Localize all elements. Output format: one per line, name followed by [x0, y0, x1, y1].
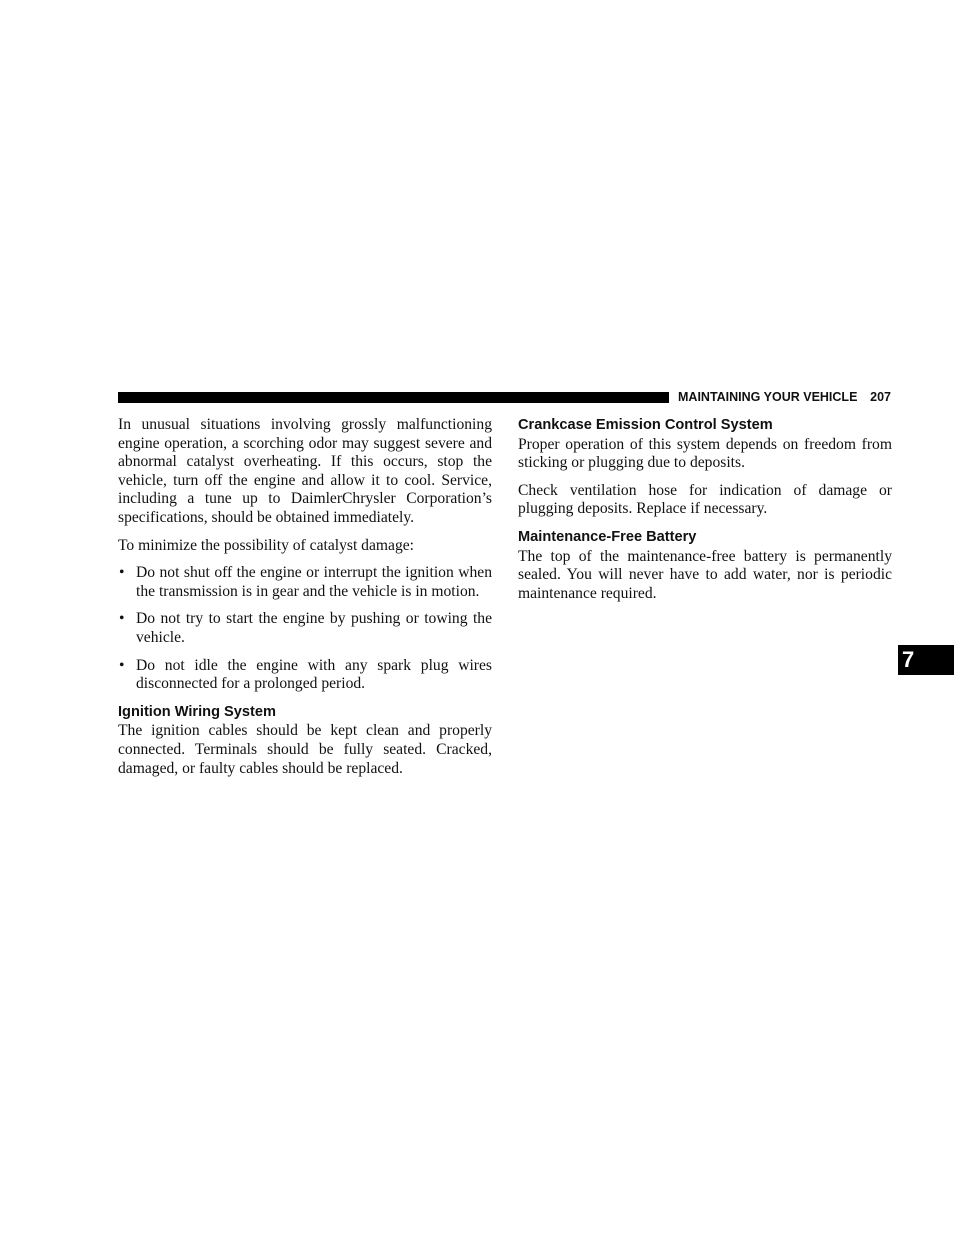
list-item: • Do not idle the engine with any spark plug wires disconnected for a prolonged period.: [119, 656, 492, 693]
ignition-wiring-paragraph: The ignition cables should be kept clean and properly connected. Terminals should be fully seated. Cracked, damaged, or faulty cables should be replaced.: [118, 722, 492, 777]
battery-paragraph: The top of the maintenance-free battery is permanently sealed. You will never have to add water, nor is periodic maintenance required.: [518, 547, 892, 602]
bullet-icon: •: [119, 656, 125, 674]
list-item: • Do not shut off the engine or interrupt the ignition when the transmission is in gear and the vehicle is in motion.: [119, 564, 492, 600]
catalyst-overheating-paragraph: In unusual situations involving grossly malfunctioning engine operation, a scorching odor may suggest severe and abnormal catalyst overheating. If this occurs, stop the vehicle, turn off the engine and allow it to cool. Service, including a tune up to DaimlerChrysler Corporation’s specifications, should be obtained immediately.: [118, 416, 492, 526]
catalyst-intro-paragraph: To minimize the possibility of catalyst damage:: [118, 536, 414, 554]
list-item: • Do not try to start the engine by pushing or towing the vehicle.: [119, 610, 492, 646]
chapter-tab: 7: [898, 645, 954, 675]
section-title: MAINTAINING YOUR VEHICLE: [678, 390, 858, 404]
bullet-icon: •: [119, 610, 125, 628]
ignition-wiring-heading: Ignition Wiring System: [118, 703, 276, 720]
crankcase-paragraph-2: Check ventilation hose for indication of damage or plugging deposits. Replace if necessary.: [518, 481, 892, 518]
header-rule: [118, 392, 669, 403]
bullet-icon: •: [119, 564, 125, 582]
running-header: [678, 389, 891, 405]
right-column: [518, 416, 892, 612]
battery-heading: Maintenance-Free Battery: [518, 528, 697, 545]
left-column: [118, 416, 492, 787]
crankcase-paragraph-1: Proper operation of this system depends on freedom from sticking or plugging due to deposits.: [518, 435, 892, 472]
catalyst-tips-list: [118, 564, 492, 694]
crankcase-heading: Crankcase Emission Control System: [518, 417, 773, 433]
page-number: 207: [870, 390, 891, 404]
